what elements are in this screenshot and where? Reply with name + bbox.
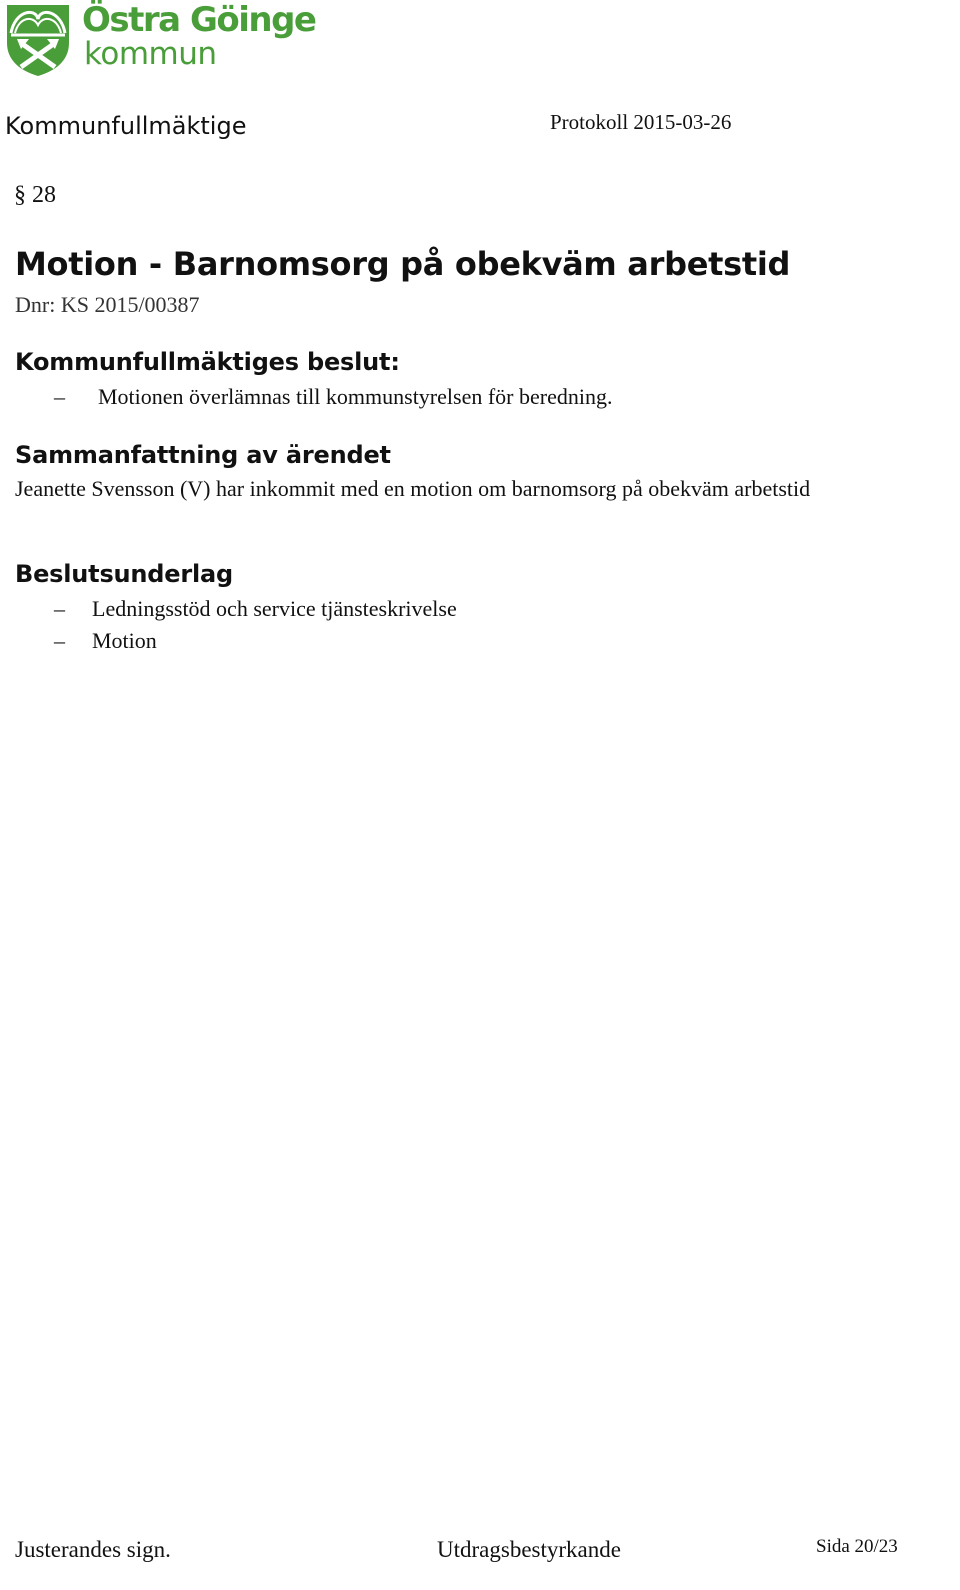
summary-text: Jeanette Svensson (V) har inkommit med en motion om barnomsorg på obekväm arbetstid — [15, 476, 811, 501]
footer-certification-label: Utdragsbestyrkande — [437, 1537, 621, 1562]
list-dash: – — [54, 628, 65, 653]
basis-heading: Beslutsunderlag — [15, 560, 233, 588]
decision-item: Motionen överlämnas till kommunstyrelsen för beredning. — [98, 384, 613, 409]
footer-page-number: Sida 20/23 — [816, 1536, 898, 1557]
summary-heading: Sammanfattning av ärendet — [15, 441, 391, 469]
coat-of-arms-icon — [5, 3, 71, 77]
basis-item: Ledningsstöd och service tjänsteskrivelse — [92, 596, 457, 621]
list-dash: – — [54, 596, 65, 621]
logo-wordmark-bottom: kommun — [84, 36, 217, 72]
list-dash: – — [54, 384, 65, 409]
case-number: Dnr: KS 2015/00387 — [15, 292, 200, 317]
page-title: Motion - Barnomsorg på obekväm arbetstid — [15, 245, 791, 283]
basis-item: Motion — [92, 628, 157, 653]
header-body-name: Kommunfullmäktige — [5, 112, 247, 140]
paragraph-number: § 28 — [14, 182, 56, 208]
decision-heading: Kommunfullmäktiges beslut: — [15, 348, 400, 376]
footer-signature-label: Justerandes sign. — [15, 1537, 171, 1562]
header-protocol-date: Protokoll 2015-03-26 — [550, 110, 732, 134]
logo-wordmark-top: Östra Göinge — [82, 0, 316, 40]
